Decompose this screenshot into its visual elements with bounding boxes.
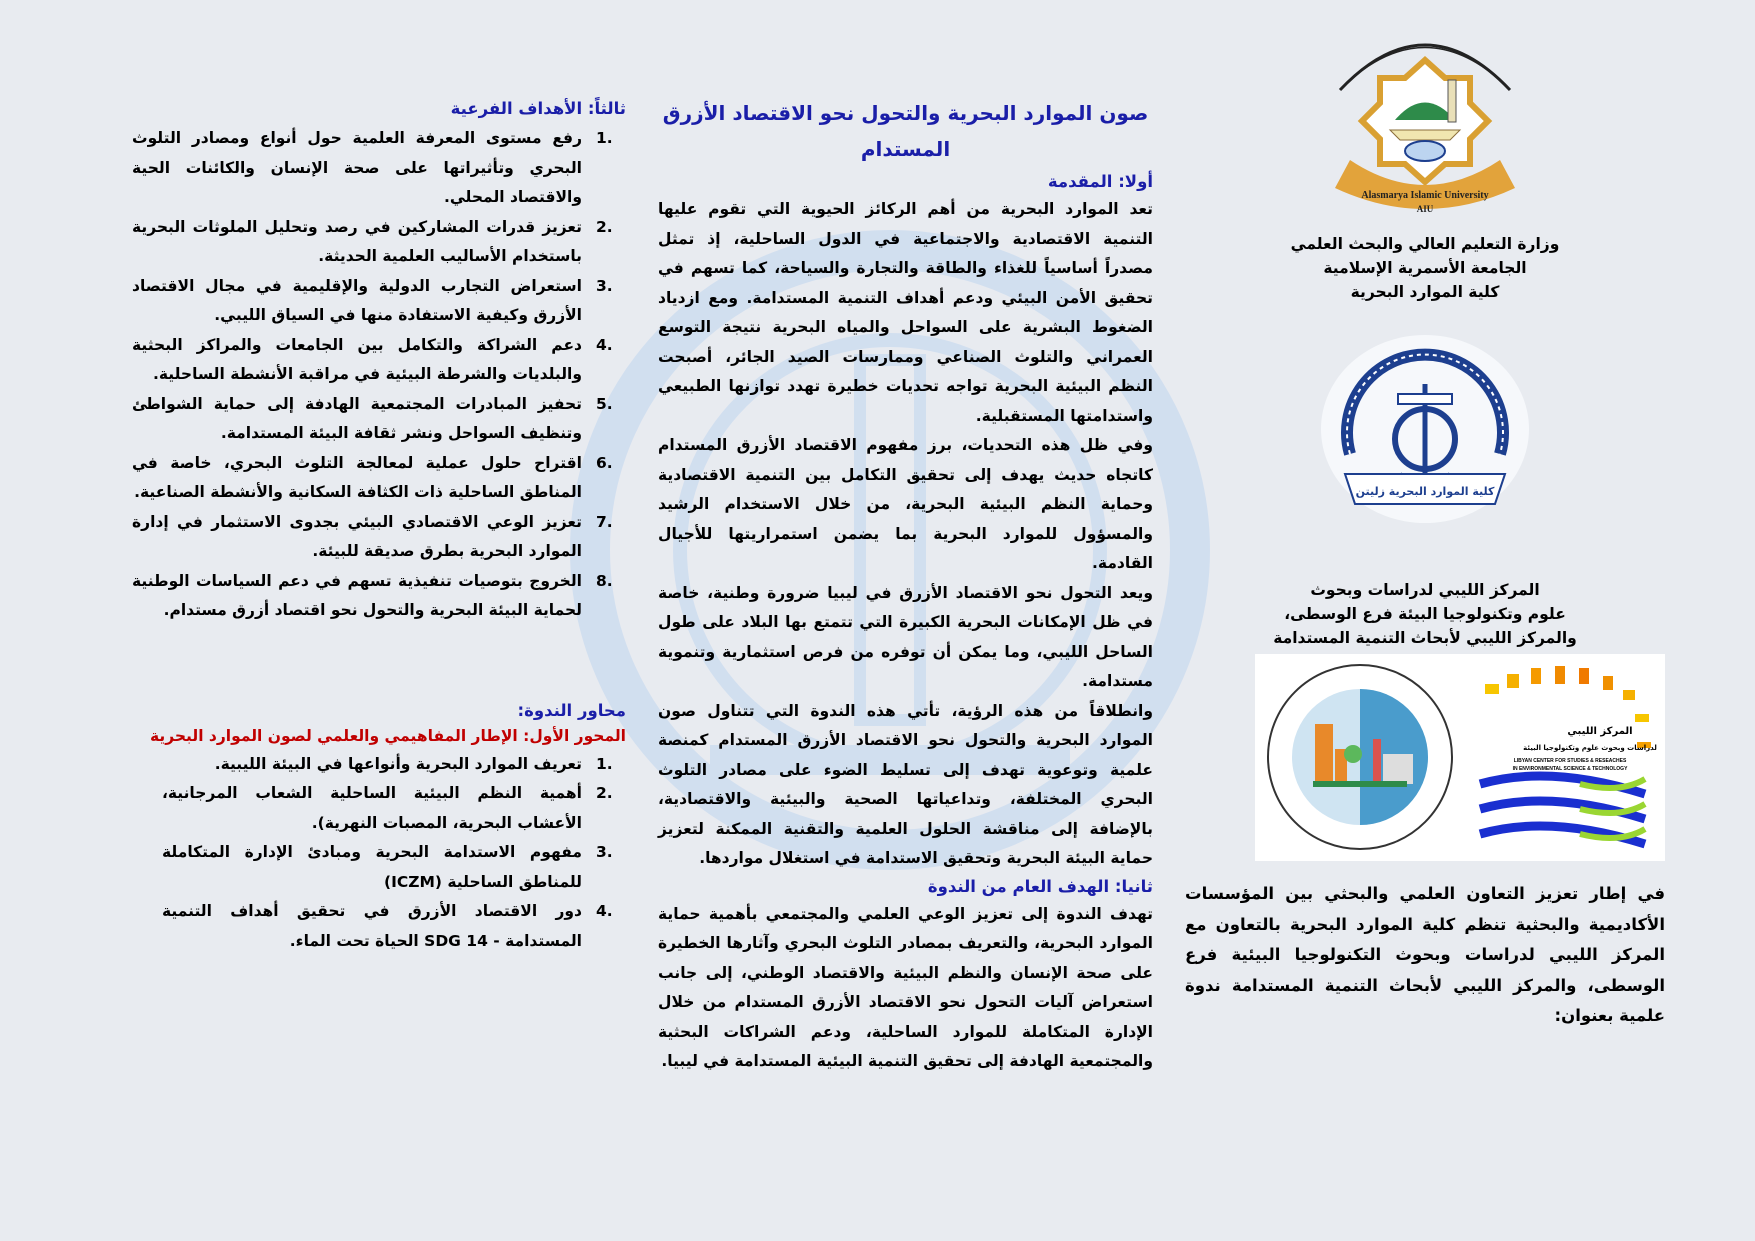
title-line-1: صون الموارد البحرية والتحول نحو الاقتصاد الأزرق	[662, 101, 1149, 125]
faculty-line: كلية الموارد البحرية	[1350, 283, 1500, 301]
right-logo-english-1: LIBYAN CENTER FOR STUDIES & RESEACHES	[1513, 758, 1627, 764]
intro-paragraph-3: ويعد التحول نحو الاقتصاد الأزرق في ليبيا ضرورة وطنية، خاصة في ظل الإمكانات البحرية الكبيرة التي تتمتع بها البلاد على طول الساحل الليبي، وما يمكن أن توفره من فرص استثمارية وتنموية مستدامة.	[658, 583, 1153, 690]
general-goal-heading: ثانيا: الهدف العام من الندوة	[927, 876, 1153, 896]
university-logo	[1185, 20, 1665, 220]
sub-goal-item: تحفيز المبادرات المجتمعية الهادفة إلى حماية الشواطئ وتنظيف السواحل ونشر ثقافة البيئة المستدامة.	[132, 394, 582, 442]
faculty-logo	[1185, 334, 1665, 524]
intro-paragraph: في إطار تعزيز التعاون العلمي والبحثي بين المؤسسات الأكاديمية والبحثية تنظم كلية الموارد البحرية بالتعاون مع المركز الليبي لدراسات وبحوث التكنولوجيا البيئية فرع الوسطى، والمركز الليبي لأبحاث التنمية المستدامة ندوة علمية بعنوان:	[1185, 884, 1665, 1025]
faculty-arabic-name: كلية الموارد البحرية زليتن	[1355, 485, 1495, 498]
partner-caption-line: المركز الليبي لدراسات وبحوث	[1310, 581, 1540, 599]
university-abbr: AIU	[1416, 204, 1434, 214]
axis-one-list	[162, 750, 626, 957]
sub-goal-item: الخروج بتوصيات تنفيذية تسهم في دعم السياسات الوطنية لحماية البيئة البحرية والتحول نحو اقتصاد أزرق مستدام.	[132, 571, 582, 619]
university-line: الجامعة الأسمرية الإسلامية	[1323, 259, 1527, 277]
sub-goal-item: رفع مستوى المعرفة العلمية حول أنواع ومصادر التلوث البحري وتأثيراتها على صحة الإنسان والكائنات الحية والاقتصاد المحلي.	[132, 129, 582, 206]
sub-goals-list	[132, 124, 626, 626]
intro-paragraph-4: وانطلاقاً من هذه الرؤية، تأتي هذه الندوة التي تتناول صون الموارد البحرية والتحول نحو الاقتصاد الأزرق المستدام كمنصة علمية وتوعوية تهدف إلى تسليط الضوء على مصادر التلوث البحري المختلفة، وتداعياتها الصحية والبيئية والاقتصادية، بالإضافة إلى مناقشة الحلول العلمية والتقنية الممكنة لتعزيز حماية البيئة البحرية وتحقيق الاستدامة في استغلال مواردها.	[658, 701, 1153, 867]
middle-panel	[658, 95, 1153, 1077]
ministry-line: وزارة التعليم العالي والبحث العلمي	[1290, 235, 1560, 253]
university-emblem-icon	[1320, 20, 1530, 220]
document-title	[658, 95, 1153, 167]
axis-item: مفهوم الاستدامة البحرية ومبادئ الإدارة المتكاملة للمناطق الساحلية (ICZM)	[162, 843, 582, 891]
intro-paragraph-1: تعد الموارد البحرية من أهم الركائز الحيوية التي تقوم عليها التنمية الاقتصادية والاجتماعية في الدول الساحلية، إذ تمثل مصدراً أساسياً للغذاء والطاقة والتجارة والسياحة، كما تسهم في تحقيق الأمن البيئي ودعم أهداف التنمية المستدامة. ومع ازدياد الضغوط البشرية على السواحل والمياه البحرية نتيجة التوسع العمراني والتلوث الصناعي وممارسات الصيد الجائر، أصبحت النظم البيئية البحرية تواجه تحديات خطيرة تهدد توازنها الطبيعي واستدامتها المستقبلية.	[658, 200, 1153, 425]
sub-goal-item: دعم الشراكة والتكامل بين الجامعات والمراكز البحثية والبلديات والشرطة البيئية في مراقبة الأنشطة الساحلية.	[132, 335, 582, 383]
title-line-2: المستدام	[860, 137, 951, 161]
libyan-env-center-logo	[1460, 654, 1665, 861]
axis-item: أهمية النظم البيئية الساحلية الشعاب المرجانية، الأعشاب البحرية، المصبات النهرية).	[162, 784, 582, 832]
axis-item: تعريف الموارد البحرية وأنواعها في البيئة الليبية.	[214, 754, 582, 773]
partners-caption	[1185, 578, 1665, 650]
university-english-name: Alasmarya Islamic University	[1361, 190, 1489, 201]
axis-item: دور الاقتصاد الأزرق في تحقيق أهداف التنمية المستدامة - SDG 14 الحياة تحت الماء.	[162, 902, 582, 950]
axes-heading: محاور الندوة:	[517, 700, 626, 720]
right-panel	[1185, 20, 1665, 1048]
anchor-emblem-icon	[1320, 334, 1530, 524]
right-logo-arabic-sub: لدراسات وبحوث علوم وتكنولوجيا البيئة	[1523, 744, 1657, 752]
institution-lines	[1185, 232, 1665, 304]
intro-paragraph-2: وفي ظل هذه التحديات، برز مفهوم الاقتصاد الأزرق المستدام كاتجاه حديث يهدف إلى تحقيق التكامل بين التنمية الاقتصادية وحماية النظم البيئية البحرية، من خلال الاستخدام الرشيد والمسؤول للموارد البحرية بما يضمن استمراريتها للأجيال القادمة.	[658, 436, 1153, 572]
axis-one-title: المحور الأول: الإطار المفاهيمي والعلمي لصون الموارد البحرية	[150, 726, 626, 745]
sub-goal-item: اقتراح حلول عملية لمعالجة التلوث البحري، خاصة في المناطق الساحلية ذات الكثافة السكانية والأنشطة الصناعية.	[132, 453, 582, 501]
partner-logos	[1255, 654, 1665, 861]
intro-heading: أولا: المقدمة	[1047, 172, 1153, 191]
sustainable-dev-center-logo	[1255, 654, 1460, 861]
right-logo-arabic-title: المركز الليبي	[1567, 726, 1633, 737]
partner-caption-line: والمركز الليبي لأبحاث التنمية المستدامة	[1273, 629, 1577, 647]
sub-goal-item: تعزيز قدرات المشاركين في رصد وتحليل الملوثات البحرية باستخدام الأساليب العلمية الحديثة.	[132, 217, 582, 265]
sub-goals-heading: ثالثاً: الأهداف الفرعية	[450, 99, 626, 118]
sub-goal-item: استعراض التجارب الدولية والإقليمية في مجال الاقتصاد الأزرق وكيفية الاستفادة منها في السياق الليبي.	[132, 276, 582, 324]
sub-goal-item: تعزيز الوعي الاقتصادي البيئي بجدوى الاستثمار في إدارة الموارد البحرية بطرق صديقة للبيئة.	[132, 512, 582, 560]
partner-caption-line: علوم وتكنولوجيا البيئة فرع الوسطى،	[1284, 605, 1566, 623]
left-panel	[132, 96, 626, 956]
general-goal-paragraph: تهدف الندوة إلى تعزيز الوعي العلمي والمجتمعي بأهمية حماية الموارد البحرية، والتعريف بمصادر التلوث البحري وآثارها الخطيرة على صحة الإنسان والنظم البيئية والاقتصاد الوطني، إلى جانب استعراض آليات التحول نحو الاقتصاد الأزرق المستدام من خلال الإدارة المتكاملة للموارد الساحلية، ودعم الشراكات البحثية والمجتمعية الهادفة إلى تحقيق التنمية البيئية المستدامة في ليبيا.	[658, 904, 1153, 1070]
right-logo-english-2: IN ENVIRONMENTAL SCIENCE & TECHNOLOGY	[1512, 766, 1628, 772]
